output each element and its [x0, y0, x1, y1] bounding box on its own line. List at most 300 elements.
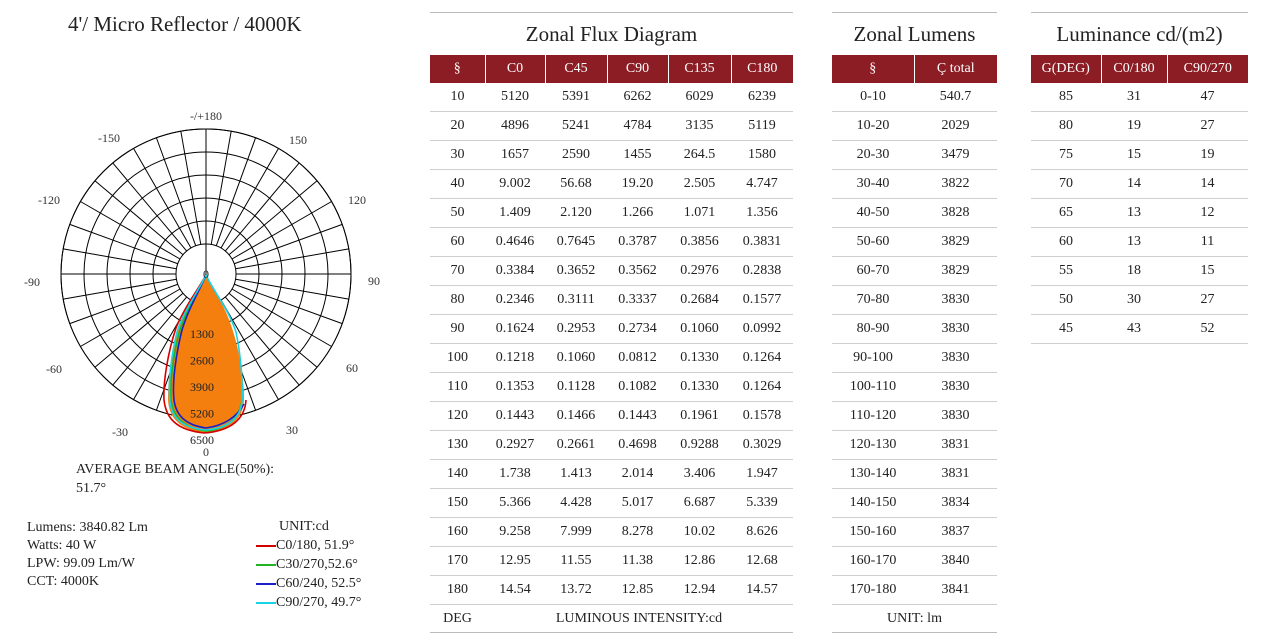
- zonal-flux-cell: 14.54: [485, 576, 545, 605]
- luminance-row: [1031, 141, 1248, 170]
- zonal-lumens-cell: 3834: [914, 489, 997, 518]
- zonal-flux-row: [430, 547, 793, 576]
- luminance-row: [1031, 228, 1248, 257]
- zonal-flux-cell: 70: [430, 257, 485, 286]
- zonal-flux-cell: 19.20: [607, 170, 668, 199]
- polar-ring-label: 6500: [190, 432, 214, 447]
- zonal-flux-cell: 0.2838: [731, 257, 793, 286]
- zonal-flux-cell: 4784: [607, 112, 668, 141]
- polar-spoke: [236, 249, 349, 269]
- zonal-lumens-row: [832, 576, 997, 605]
- zonal-flux-cell: 0.2927: [485, 431, 545, 460]
- zonal-lumens-cell: 3831: [914, 460, 997, 489]
- zonal-flux-cell: 5241: [545, 112, 607, 141]
- curve-legend: [256, 536, 361, 612]
- luminance-header-row: [1031, 55, 1248, 83]
- luminance-cell: 18: [1101, 257, 1167, 286]
- zonal-flux-cell: 20: [430, 112, 485, 141]
- zonal-flux-cell: 5.366: [485, 489, 545, 518]
- zonal-flux-cell: 0.4646: [485, 228, 545, 257]
- zonal-flux-cell: 60: [430, 228, 485, 257]
- zonal-lumens-cell: 140-150: [832, 489, 914, 518]
- zonal-flux-cell: 150: [430, 489, 485, 518]
- polar-angle-label: -30: [112, 425, 128, 439]
- zonal-lumens-cell: 50-60: [832, 228, 914, 257]
- zonal-flux-cell: 5.339: [731, 489, 793, 518]
- polar-spoke: [63, 279, 176, 299]
- zonal-lumens-row: [832, 170, 997, 199]
- zonal-lumens-cell: 0-10: [860, 89, 886, 104]
- luminance-cell: 30: [1101, 286, 1167, 315]
- zonal-flux-cell: 4896: [485, 112, 545, 141]
- luminance-cell: 19: [1167, 141, 1248, 170]
- polar-angle-label: -90: [24, 275, 40, 289]
- zonal-flux-row: [430, 402, 793, 431]
- luminance-cell: 27: [1167, 112, 1248, 141]
- legend-swatch-c90: [256, 602, 276, 604]
- luminance-cell: 47: [1200, 89, 1215, 104]
- legend-label-c90: C90/270, 49.7°: [276, 594, 362, 610]
- zonal-flux-cell: 0.3831: [731, 228, 793, 257]
- luminance-cell: 11: [1167, 228, 1248, 257]
- luminance-cell: 14: [1101, 170, 1167, 199]
- zonal-flux-cell: 12.94: [668, 576, 731, 605]
- zonal-lumens-cell: 3829: [914, 228, 997, 257]
- zonal-flux-cell: 12.95: [485, 547, 545, 576]
- photometric-title: 4'/ Micro Reflector / 4000K: [68, 12, 302, 36]
- zonal-flux-row: [430, 518, 793, 547]
- zonal-flux-cell: 0.3337: [607, 286, 668, 315]
- zonal-lumens-body: [832, 83, 997, 605]
- zonal-flux-cell: 120: [430, 402, 485, 431]
- zonal-flux-cell: 3135: [668, 112, 731, 141]
- zonal-flux-cell: 264.5: [668, 141, 731, 170]
- zonal-flux-cell: 0.1443: [485, 402, 545, 431]
- zonal-flux-cell: 170: [430, 547, 485, 576]
- spec-cct: CCT: 4000K: [27, 574, 100, 589]
- zonal-lumens-row: [832, 518, 997, 547]
- zonal-flux-cell: 10: [450, 89, 465, 104]
- zonal-flux-cell: 0.1578: [731, 402, 793, 431]
- zonal-flux-cell: 9.002: [485, 170, 545, 199]
- zonal-lumens-footer-row: [832, 605, 997, 633]
- polar-angle-label: -/+180: [189, 109, 223, 123]
- luminance-topline: [1031, 12, 1248, 13]
- zonal-flux-body: [430, 83, 793, 605]
- zonal-lumens-cell: 30-40: [832, 170, 914, 199]
- zonal-flux-cell: 160: [430, 518, 485, 547]
- zonal-flux-row: [430, 489, 793, 518]
- zonal-flux-cell: 5.017: [607, 489, 668, 518]
- zonal-flux-footer-unit: LUMINOUS INTENSITY:cd: [485, 605, 793, 633]
- polar-angle-label: 30: [286, 423, 298, 437]
- zonal-lumens-cell: 150-160: [832, 518, 914, 547]
- zonal-lumens-cell: 3830: [914, 373, 997, 402]
- polar-angle-label: -60: [46, 362, 62, 376]
- zonal-flux-row: [430, 141, 793, 170]
- spec-watts: Watts: 40 W: [27, 538, 97, 553]
- zonal-flux-cell: 4.747: [731, 170, 793, 199]
- zonal-flux-cell: 0.3562: [607, 257, 668, 286]
- zonal-flux-cell: 0.3111: [545, 286, 607, 315]
- zonal-lumens-row: [832, 489, 997, 518]
- zonal-lumens-cell: 120-130: [832, 431, 914, 460]
- zonal-flux-cell: 0.2976: [668, 257, 731, 286]
- luminance-table: [1031, 55, 1248, 344]
- zonal-flux-cell: 50: [430, 199, 485, 228]
- zonal-flux-cell: 110: [430, 373, 485, 402]
- legend-label-c60: C60/240, 52.5°: [276, 575, 362, 591]
- zonal-lumens-topline: [832, 12, 997, 13]
- zonal-flux-cell: 1.266: [607, 199, 668, 228]
- luminance-row: [1031, 199, 1248, 228]
- luminance-cell: 13: [1101, 228, 1167, 257]
- zonal-lumens-cell: 160-170: [832, 547, 914, 576]
- polar-candela-diagram: [0, 100, 380, 459]
- luminance-row: [1031, 315, 1248, 344]
- polar-ring-label: 1300: [190, 327, 214, 341]
- zonal-flux-cell: 12.86: [668, 547, 731, 576]
- zonal-flux-cell: 0.1264: [731, 344, 793, 373]
- zonal-lumens-row: [832, 402, 997, 431]
- luminance-cell: 85: [1059, 89, 1073, 104]
- zonal-flux-cell: 0.2684: [668, 286, 731, 315]
- zonal-flux-cell: 0.3652: [545, 257, 607, 286]
- luminance-cell: 31: [1127, 89, 1141, 104]
- zonal-flux-cell: 0.4698: [607, 431, 668, 460]
- zonal-lumens-header-row: [832, 55, 997, 83]
- zonal-flux-header-5: C180: [731, 55, 793, 83]
- zonal-flux-cell: 0.1264: [731, 373, 793, 402]
- zonal-lumens-cell: 3837: [914, 518, 997, 547]
- zonal-flux-cell: 0.2953: [545, 315, 607, 344]
- zonal-lumens-row: [832, 315, 997, 344]
- zonal-lumens-cell: 3830: [914, 344, 997, 373]
- polar-spoke: [70, 284, 178, 323]
- luminance-cell: 55: [1031, 257, 1101, 286]
- zonal-flux-cell: 2.014: [607, 460, 668, 489]
- zonal-flux-cell: 180: [430, 576, 485, 605]
- zonal-flux-table: [430, 55, 793, 633]
- zonal-flux-cell: 13.72: [545, 576, 607, 605]
- zonal-flux-cell: 14.57: [731, 576, 793, 605]
- zonal-flux-row: [430, 460, 793, 489]
- zonal-lumens-row: [832, 344, 997, 373]
- zonal-flux-cell: 11.55: [545, 547, 607, 576]
- zonal-lumens-cell: 3831: [914, 431, 997, 460]
- zonal-flux-row: [430, 257, 793, 286]
- zonal-flux-cell: 10.02: [668, 518, 731, 547]
- luminance-cell: 19: [1101, 112, 1167, 141]
- zonal-lumens-cell: 130-140: [832, 460, 914, 489]
- polar-spoke: [234, 224, 342, 263]
- zonal-flux-cell: 1580: [731, 141, 793, 170]
- zonal-flux-cell: 0.1443: [607, 402, 668, 431]
- zonal-lumens-cell: 3830: [914, 286, 997, 315]
- zonal-flux-cell: 30: [430, 141, 485, 170]
- luminance-cell: 15: [1167, 257, 1248, 286]
- zonal-lumens-row: [832, 141, 997, 170]
- zonal-lumens-cell: 40-50: [832, 199, 914, 228]
- zonal-flux-row: [430, 83, 793, 112]
- zonal-lumens-row: [832, 286, 997, 315]
- polar-angle-label: 150: [289, 133, 307, 147]
- zonal-flux-cell: 0.1330: [668, 373, 731, 402]
- zonal-flux-cell: 0.2346: [485, 286, 545, 315]
- zonal-flux-cell: 6239: [748, 89, 776, 104]
- polar-angle-label: 0: [203, 445, 209, 459]
- zonal-flux-cell: 8.626: [731, 518, 793, 547]
- zonal-flux-cell: 11.38: [607, 547, 668, 576]
- zonal-flux-cell: 1.738: [485, 460, 545, 489]
- luminance-header-2: C90/270: [1167, 55, 1248, 83]
- zonal-flux-row: [430, 344, 793, 373]
- polar-spoke: [234, 284, 342, 323]
- polar-angle-label: 60: [346, 361, 358, 375]
- zonal-flux-cell: 6262: [623, 89, 652, 104]
- zonal-flux-cell: 5120: [501, 89, 529, 104]
- spec-list: [27, 519, 148, 591]
- zonal-flux-footer-row: [430, 605, 793, 633]
- zonal-flux-row: [430, 112, 793, 141]
- zonal-lumens-row: [832, 199, 997, 228]
- zonal-flux-cell: 2590: [545, 141, 607, 170]
- zonal-flux-cell: 0.3029: [731, 431, 793, 460]
- zonal-flux-cell: 0.3856: [668, 228, 731, 257]
- zonal-flux-cell: 8.278: [607, 518, 668, 547]
- beam-angle-label: AVERAGE BEAM ANGLE(50%):: [76, 462, 275, 477]
- legend-label-c0: C0/180, 51.9°: [276, 537, 355, 553]
- zonal-lumens-cell: 170-180: [832, 576, 914, 605]
- zonal-flux-cell: 5391: [562, 89, 590, 104]
- luminance-cell: 27: [1167, 286, 1248, 315]
- zonal-flux-cell: 5119: [731, 112, 793, 141]
- polar-spoke: [156, 138, 195, 246]
- zonal-flux-cell: 1.413: [545, 460, 607, 489]
- luminance-title: Luminance cd/(m2): [1056, 22, 1223, 46]
- polar-ring-label: 0: [203, 267, 209, 281]
- unit-label: UNIT:cd: [279, 519, 329, 534]
- zonal-flux-header-1: C0: [485, 55, 545, 83]
- zonal-flux-cell: 0.1330: [668, 344, 731, 373]
- zonal-lumens-cell: 3828: [914, 199, 997, 228]
- zonal-flux-cell: 0.7645: [545, 228, 607, 257]
- zonal-flux-header-row: [430, 55, 793, 83]
- zonal-flux-header-2: C45: [545, 55, 607, 83]
- zonal-lumens-cell: 100-110: [832, 373, 914, 402]
- zonal-flux-row: [430, 315, 793, 344]
- zonal-flux-cell: 3.406: [668, 460, 731, 489]
- zonal-lumens-cell: 3830: [914, 402, 997, 431]
- zonal-lumens-row: [832, 460, 997, 489]
- zonal-lumens-row: [832, 112, 997, 141]
- luminance-cell: 12: [1167, 199, 1248, 228]
- luminance-cell: 80: [1031, 112, 1101, 141]
- polar-ring-label: 5200: [190, 406, 214, 421]
- luminance-header-1: C0/180: [1101, 55, 1167, 83]
- beam-angle-value: 51.7°: [76, 481, 107, 496]
- zonal-flux-cell: 0.1353: [485, 373, 545, 402]
- zonal-lumens-title: Zonal Lumens: [853, 22, 976, 46]
- polar-angle-label: -120: [38, 193, 60, 207]
- polar-angle-label: 120: [348, 193, 366, 207]
- zonal-lumens-cell: 3841: [914, 576, 997, 605]
- zonal-lumens-cell: 70-80: [832, 286, 914, 315]
- luminance-cell: 45: [1031, 315, 1101, 344]
- zonal-flux-row: [430, 373, 793, 402]
- luminance-row: [1031, 257, 1248, 286]
- zonal-flux-cell: 100: [430, 344, 485, 373]
- zonal-flux-row: [430, 286, 793, 315]
- zonal-lumens-cell: 80-90: [832, 315, 914, 344]
- zonal-lumens-cell: 60-70: [832, 257, 914, 286]
- legend-label-c30: C30/270,52.6°: [276, 556, 358, 572]
- legend-item-c0: [256, 536, 361, 555]
- zonal-flux-cell: 0.1082: [607, 373, 668, 402]
- zonal-flux-row: [430, 431, 793, 460]
- luminance-row: [1031, 83, 1248, 112]
- legend-swatch-c0: [256, 545, 276, 547]
- polar-spoke: [63, 249, 176, 269]
- zonal-flux-cell: 0.1060: [545, 344, 607, 373]
- zonal-lumens-cell: 90-100: [832, 344, 914, 373]
- zonal-flux-cell: 130: [430, 431, 485, 460]
- zonal-lumens-cell: 110-120: [832, 402, 914, 431]
- zonal-lumens-cell: 10-20: [832, 112, 914, 141]
- zonal-flux-cell: 0.3384: [485, 257, 545, 286]
- polar-spoke: [70, 224, 178, 263]
- zonal-lumens-row: [832, 547, 997, 576]
- zonal-flux-cell: 6029: [685, 89, 714, 104]
- zonal-flux-cell: 1.947: [731, 460, 793, 489]
- polar-spoke: [181, 131, 201, 244]
- zonal-flux-cell: 0.1577: [731, 286, 793, 315]
- zonal-flux-cell: 40: [430, 170, 485, 199]
- zonal-flux-cell: 0.1218: [485, 344, 545, 373]
- zonal-flux-header-4: C135: [668, 55, 731, 83]
- luminance-cell: 75: [1031, 141, 1101, 170]
- zonal-flux-cell: 0.1624: [485, 315, 545, 344]
- zonal-flux-row: [430, 170, 793, 199]
- zonal-flux-cell: 0.3787: [607, 228, 668, 257]
- zonal-flux-cell: 12.85: [607, 576, 668, 605]
- zonal-lumens-row: [832, 228, 997, 257]
- luminance-cell: 60: [1031, 228, 1101, 257]
- polar-ring-label: 2600: [190, 353, 214, 368]
- zonal-lumens-cell: 3479: [914, 141, 997, 170]
- luminance-cell: 50: [1031, 286, 1101, 315]
- zonal-flux-cell: 1.409: [485, 199, 545, 228]
- polar-spoke: [236, 279, 349, 299]
- luminance-cell: 52: [1167, 315, 1248, 344]
- spec-lumens: Lumens: 3840.82 Lm: [27, 520, 148, 535]
- zonal-flux-cell: 0.1466: [545, 402, 607, 431]
- luminance-cell: 43: [1101, 315, 1167, 344]
- luminance-row: [1031, 170, 1248, 199]
- zonal-flux-cell: 7.999: [545, 518, 607, 547]
- zonal-flux-cell: 0.1060: [668, 315, 731, 344]
- legend-item-c90: [256, 593, 361, 612]
- luminance-row: [1031, 286, 1248, 315]
- luminance-cell: 14: [1167, 170, 1248, 199]
- zonal-flux-cell: 0.1128: [545, 373, 607, 402]
- polar-spoke: [211, 131, 231, 244]
- zonal-lumens-cell: 3830: [914, 315, 997, 344]
- spec-lpw: LPW: 99.09 Lm/W: [27, 556, 135, 571]
- zonal-flux-row: [430, 199, 793, 228]
- polar-spoke: [216, 138, 255, 246]
- zonal-flux-cell: 2.120: [545, 199, 607, 228]
- zonal-lumens-row: [832, 373, 997, 402]
- zonal-flux-cell: 0.2734: [607, 315, 668, 344]
- zonal-flux-cell: 0.9288: [668, 431, 731, 460]
- legend-item-c60: [256, 574, 361, 593]
- luminance-cell: 70: [1031, 170, 1101, 199]
- zonal-flux-cell: 4.428: [545, 489, 607, 518]
- zonal-flux-cell: 140: [430, 460, 485, 489]
- legend-swatch-c30: [256, 564, 276, 566]
- zonal-lumens-header-0: §: [832, 55, 914, 83]
- zonal-flux-cell: 2.505: [668, 170, 731, 199]
- zonal-flux-cell: 1.356: [731, 199, 793, 228]
- zonal-flux-cell: 0.0812: [607, 344, 668, 373]
- zonal-flux-footer-deg: DEG: [430, 605, 485, 633]
- luminance-cell: 65: [1031, 199, 1101, 228]
- polar-ring-label: 3900: [190, 379, 214, 394]
- zonal-flux-cell: 9.258: [485, 518, 545, 547]
- legend-swatch-c60: [256, 583, 276, 585]
- zonal-lumens-cell: 20-30: [832, 141, 914, 170]
- luminance-body: [1031, 83, 1248, 344]
- legend-item-c30: [256, 555, 361, 574]
- luminance-row: [1031, 112, 1248, 141]
- zonal-flux-cell: 0.0992: [731, 315, 793, 344]
- zonal-lumens-table: [832, 55, 997, 633]
- zonal-flux-cell: 80: [430, 286, 485, 315]
- zonal-lumens-header-1: Ç total: [914, 55, 997, 83]
- zonal-lumens-cell: 2029: [914, 112, 997, 141]
- zonal-lumens-cell: 3822: [914, 170, 997, 199]
- zonal-lumens-row: [832, 257, 997, 286]
- zonal-flux-row: [430, 576, 793, 605]
- zonal-flux-cell: 12.68: [731, 547, 793, 576]
- zonal-flux-cell: 0.1961: [668, 402, 731, 431]
- zonal-lumens-row: [832, 431, 997, 460]
- zonal-flux-cell: 0.2661: [545, 431, 607, 460]
- zonal-flux-row: [430, 228, 793, 257]
- luminance-cell: 15: [1101, 141, 1167, 170]
- zonal-flux-cell: 6.687: [668, 489, 731, 518]
- zonal-lumens-row: [832, 83, 997, 112]
- zonal-flux-title: Zonal Flux Diagram: [525, 22, 698, 46]
- zonal-flux-topline: [430, 12, 793, 13]
- zonal-flux-cell: 56.68: [545, 170, 607, 199]
- luminance-header-0: G(DEG): [1031, 55, 1101, 83]
- zonal-lumens-cell: 3829: [914, 257, 997, 286]
- luminance-cell: 13: [1101, 199, 1167, 228]
- zonal-lumens-cell: 3840: [914, 547, 997, 576]
- zonal-flux-header-3: C90: [607, 55, 668, 83]
- zonal-flux-cell: 90: [430, 315, 485, 344]
- zonal-flux-cell: 1.071: [668, 199, 731, 228]
- zonal-flux-cell: 1455: [607, 141, 668, 170]
- zonal-lumens-footer-unit: UNIT: lm: [832, 605, 997, 633]
- polar-angle-label: 90: [368, 274, 380, 288]
- zonal-lumens-cell: 540.7: [939, 89, 972, 104]
- zonal-flux-cell: 1657: [485, 141, 545, 170]
- polar-angle-label: -150: [98, 131, 120, 145]
- zonal-flux-header-0: §: [430, 55, 485, 83]
